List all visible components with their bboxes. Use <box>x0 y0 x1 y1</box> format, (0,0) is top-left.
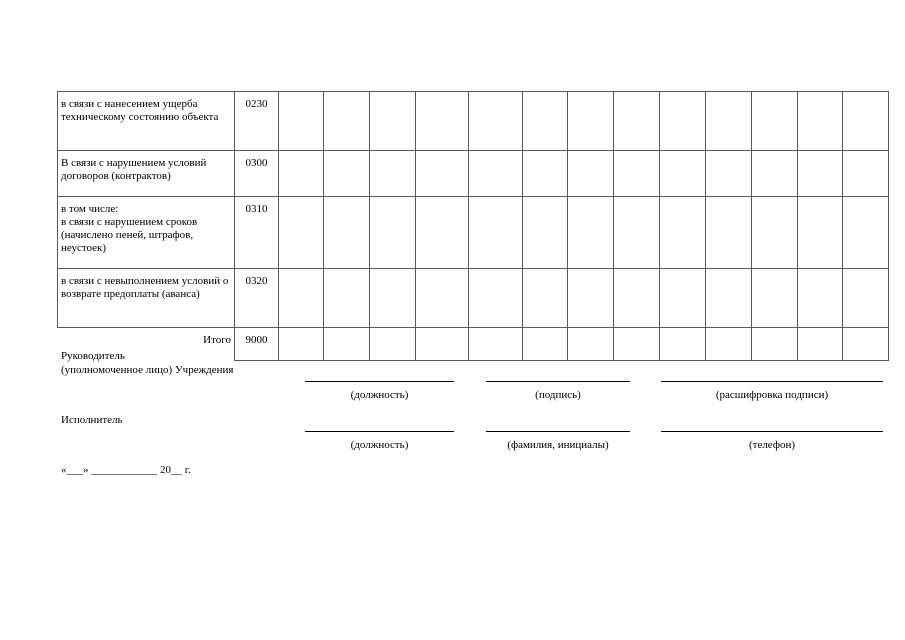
value-cell <box>279 92 324 151</box>
row-code: 0310 <box>235 197 279 269</box>
executor-name-caption: (фамилия, инициалы) <box>507 439 609 451</box>
row-label: в связи с невыполнением условий о возврате предоплаты (аванса) <box>58 269 235 328</box>
value-cell <box>660 92 706 151</box>
value-cell <box>843 151 889 197</box>
value-cell <box>324 92 370 151</box>
value-cell <box>614 197 660 269</box>
executor-title: Исполнитель <box>61 414 123 426</box>
value-cell <box>469 269 523 328</box>
value-cell <box>469 92 523 151</box>
row-code: 0230 <box>235 92 279 151</box>
value-cell <box>660 328 706 361</box>
head-title: Руководитель <box>61 350 125 362</box>
row-label: в связи с нанесением ущерба техническому состоянию объекта <box>58 92 235 151</box>
value-cell <box>523 197 568 269</box>
value-cell <box>279 151 324 197</box>
value-cell <box>798 328 843 361</box>
value-cell <box>798 269 843 328</box>
table-row <box>58 269 889 328</box>
value-cell <box>279 328 324 361</box>
executor-name-line[interactable] <box>486 431 630 432</box>
value-cell <box>370 328 416 361</box>
value-cell <box>324 197 370 269</box>
table-row <box>58 151 889 197</box>
head-subtitle: (уполномоченное лицо) Учреждения <box>61 364 234 376</box>
head-decoding-caption: (расшифровка подписи) <box>715 389 829 401</box>
head-decoding-line[interactable] <box>661 381 883 382</box>
value-cell <box>469 151 523 197</box>
row-code: 0300 <box>235 151 279 197</box>
value-cell <box>706 197 752 269</box>
value-cell <box>523 269 568 328</box>
value-cell <box>523 92 568 151</box>
value-cell <box>469 328 523 361</box>
executor-position-line[interactable] <box>305 431 454 432</box>
value-cell <box>614 151 660 197</box>
value-cell <box>843 197 889 269</box>
executor-phone-caption: (телефон) <box>748 439 796 451</box>
value-cell <box>416 269 469 328</box>
head-position-line[interactable] <box>305 381 454 382</box>
value-cell <box>370 151 416 197</box>
value-cell <box>324 151 370 197</box>
value-cell <box>568 92 614 151</box>
value-cell <box>614 92 660 151</box>
value-cell <box>843 269 889 328</box>
value-cell <box>469 197 523 269</box>
table-row <box>58 92 889 151</box>
head-signature-caption: (подпись) <box>535 389 581 401</box>
value-cell <box>614 328 660 361</box>
head-position-caption: (должность) <box>350 389 409 401</box>
value-cell <box>798 197 843 269</box>
value-cell <box>523 151 568 197</box>
row-label: в том числе: в связи с нарушением сроков (начислено пеней, штрафов, неустоек) <box>58 197 235 269</box>
value-cell <box>752 151 798 197</box>
value-cell <box>660 269 706 328</box>
value-cell <box>798 151 843 197</box>
value-cell <box>324 269 370 328</box>
table-body <box>58 92 889 361</box>
value-cell <box>798 92 843 151</box>
value-cell <box>706 151 752 197</box>
value-cell <box>568 197 614 269</box>
value-cell <box>660 197 706 269</box>
value-cell <box>706 92 752 151</box>
data-table <box>57 91 889 361</box>
total-code: 9000 <box>235 328 279 361</box>
value-cell <box>752 328 798 361</box>
value-cell <box>416 197 469 269</box>
value-cell <box>843 92 889 151</box>
value-cell <box>568 269 614 328</box>
value-cell <box>660 151 706 197</box>
date-field[interactable]: «___» ____________ 20__ г. <box>61 464 191 476</box>
value-cell <box>416 92 469 151</box>
value-cell <box>370 92 416 151</box>
value-cell <box>706 269 752 328</box>
executor-position-caption: (должность) <box>350 439 409 451</box>
value-cell <box>370 197 416 269</box>
value-cell <box>843 328 889 361</box>
value-cell <box>279 197 324 269</box>
total-row <box>58 328 889 361</box>
total-label: Итого <box>58 328 235 361</box>
value-cell <box>706 328 752 361</box>
value-cell <box>523 328 568 361</box>
row-label: В связи с нарушением условий договоров (контрактов) <box>58 151 235 197</box>
value-cell <box>324 328 370 361</box>
executor-phone-line[interactable] <box>661 431 883 432</box>
value-cell <box>568 151 614 197</box>
value-cell <box>370 269 416 328</box>
value-cell <box>416 328 469 361</box>
value-cell <box>752 197 798 269</box>
row-code: 0320 <box>235 269 279 328</box>
value-cell <box>279 269 324 328</box>
value-cell <box>752 92 798 151</box>
value-cell <box>568 328 614 361</box>
table-row <box>58 197 889 269</box>
value-cell <box>614 269 660 328</box>
head-signature-line[interactable] <box>486 381 630 382</box>
value-cell <box>752 269 798 328</box>
value-cell <box>416 151 469 197</box>
